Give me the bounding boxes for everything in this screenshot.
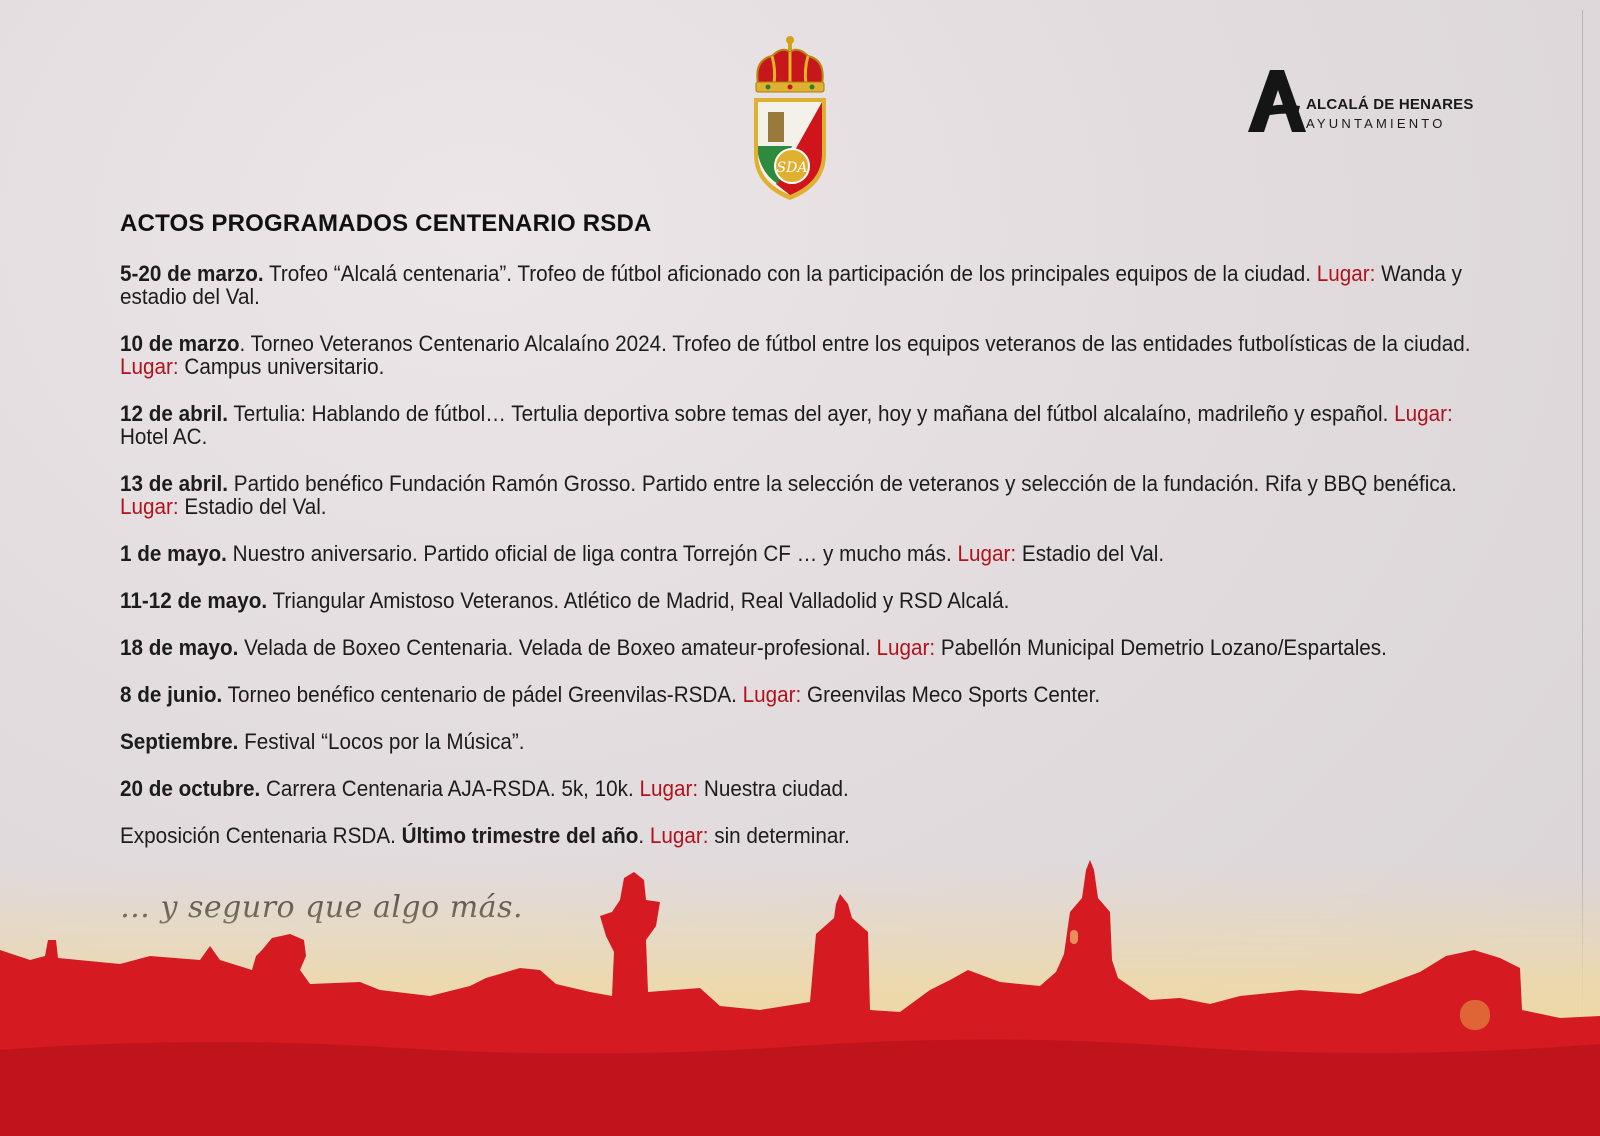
event-date: 11-12 de mayo. [120, 588, 268, 613]
event-item [120, 332, 1474, 378]
lugar-label: Lugar: [639, 776, 699, 801]
event-place: Wanda y estadio del Val. [120, 261, 1462, 309]
event-text: Festival “Locos por la Música”. [238, 729, 525, 754]
event-place: Nuestra ciudad. [698, 776, 849, 801]
lugar-label: Lugar: [120, 354, 179, 379]
event-date: Septiembre. [120, 729, 239, 754]
event-item [120, 542, 1474, 565]
event-text: . Torneo Veteranos Centenario Alcalaíno 2024. Trofeo de fútbol entre los equipos veteranos de las entidades futbolísticas de la ciudad. [239, 331, 1471, 356]
event-item [120, 589, 1474, 612]
event-date: 12 de abril. [120, 401, 229, 426]
event-item [120, 402, 1474, 448]
event-text: Velada de Boxeo Centenaria. Velada de Boxeo amateur-profesional. [238, 635, 877, 660]
event-text: . [638, 823, 650, 848]
event-place: Estadio del Val. [1016, 541, 1165, 566]
ayuntamiento-logo [1244, 66, 1484, 138]
alcala-a-logo-icon [1244, 66, 1308, 136]
event-place: Hotel AC. [120, 424, 208, 449]
event-date: 20 de octubre. [120, 776, 261, 801]
ayuntamiento-name: ALCALÁ DE HENARES [1306, 96, 1474, 113]
event-item [120, 824, 1474, 847]
event-text: Partido benéfico Fundación Ramón Grosso. Partido entre la selección de veteranos y selección de la fundación. Rifa y BBQ benéfica. [228, 471, 1457, 496]
event-text: Triangular Amistoso Veteranos. Atlético de Madrid, Real Valladolid y RSD Alcalá. [267, 588, 1010, 613]
event-item [120, 472, 1474, 518]
event-text: Torneo benéfico centenario de pádel Greenvilas-RSDA. [222, 682, 743, 707]
event-item [120, 262, 1474, 308]
lugar-label: Lugar: [957, 541, 1017, 566]
event-item [120, 777, 1474, 800]
event-text: Carrera Centenaria AJA-RSDA. 5k, 10k. [260, 776, 640, 801]
event-date: 8 de junio. [120, 682, 223, 707]
event-text: Tertulia: Hablando de fútbol… Tertulia deportiva sobre temas del ayer, hoy y mañana del fútbol alcalaíno, madrileño y español. [228, 401, 1395, 426]
event-date: 18 de mayo. [120, 635, 239, 660]
event-date: Último trimestre del año [401, 823, 639, 848]
event-item [120, 730, 1474, 753]
event-item [120, 636, 1474, 659]
event-date: 13 de abril. [120, 471, 229, 496]
event-place: sin determinar. [708, 823, 850, 848]
event-text: Nuestro aniversario. Partido oficial de liga contra Torrejón CF … y mucho más. [226, 541, 958, 566]
event-date: 5-20 de marzo. [120, 261, 264, 286]
event-text: Exposición Centenaria RSDA. [120, 823, 402, 848]
event-place: Campus universitario. [178, 354, 385, 379]
page-title: ACTOS PROGRAMADOS CENTENARIO RSDA [120, 210, 652, 237]
event-item [120, 683, 1474, 706]
rsda-crest-icon [748, 34, 832, 206]
lugar-label: Lugar: [876, 635, 936, 660]
lugar-label: Lugar: [1316, 261, 1376, 286]
lugar-label: Lugar: [1394, 401, 1453, 426]
event-date: 10 de marzo [120, 331, 240, 356]
alcala-skyline-icon [0, 860, 1600, 1136]
svg-text:SDA: SDA [776, 160, 808, 176]
event-text: Trofeo “Alcalá centenaria”. Trofeo de fútbol aficionado con la participación de los principales equipos de la ciudad. [263, 261, 1317, 286]
event-place: Greenvilas Meco Sports Center. [801, 682, 1101, 707]
events-list [120, 262, 1470, 871]
lugar-label: Lugar: [120, 494, 179, 519]
event-place: Estadio del Val. [178, 494, 327, 519]
lugar-label: Lugar: [649, 823, 709, 848]
event-place: Pabellón Municipal Demetrio Lozano/Espartales. [935, 635, 1387, 660]
lugar-label: Lugar: [742, 682, 802, 707]
event-date: 1 de mayo. [120, 541, 227, 566]
ayuntamiento-sub: AYUNTAMIENTO [1306, 116, 1446, 131]
